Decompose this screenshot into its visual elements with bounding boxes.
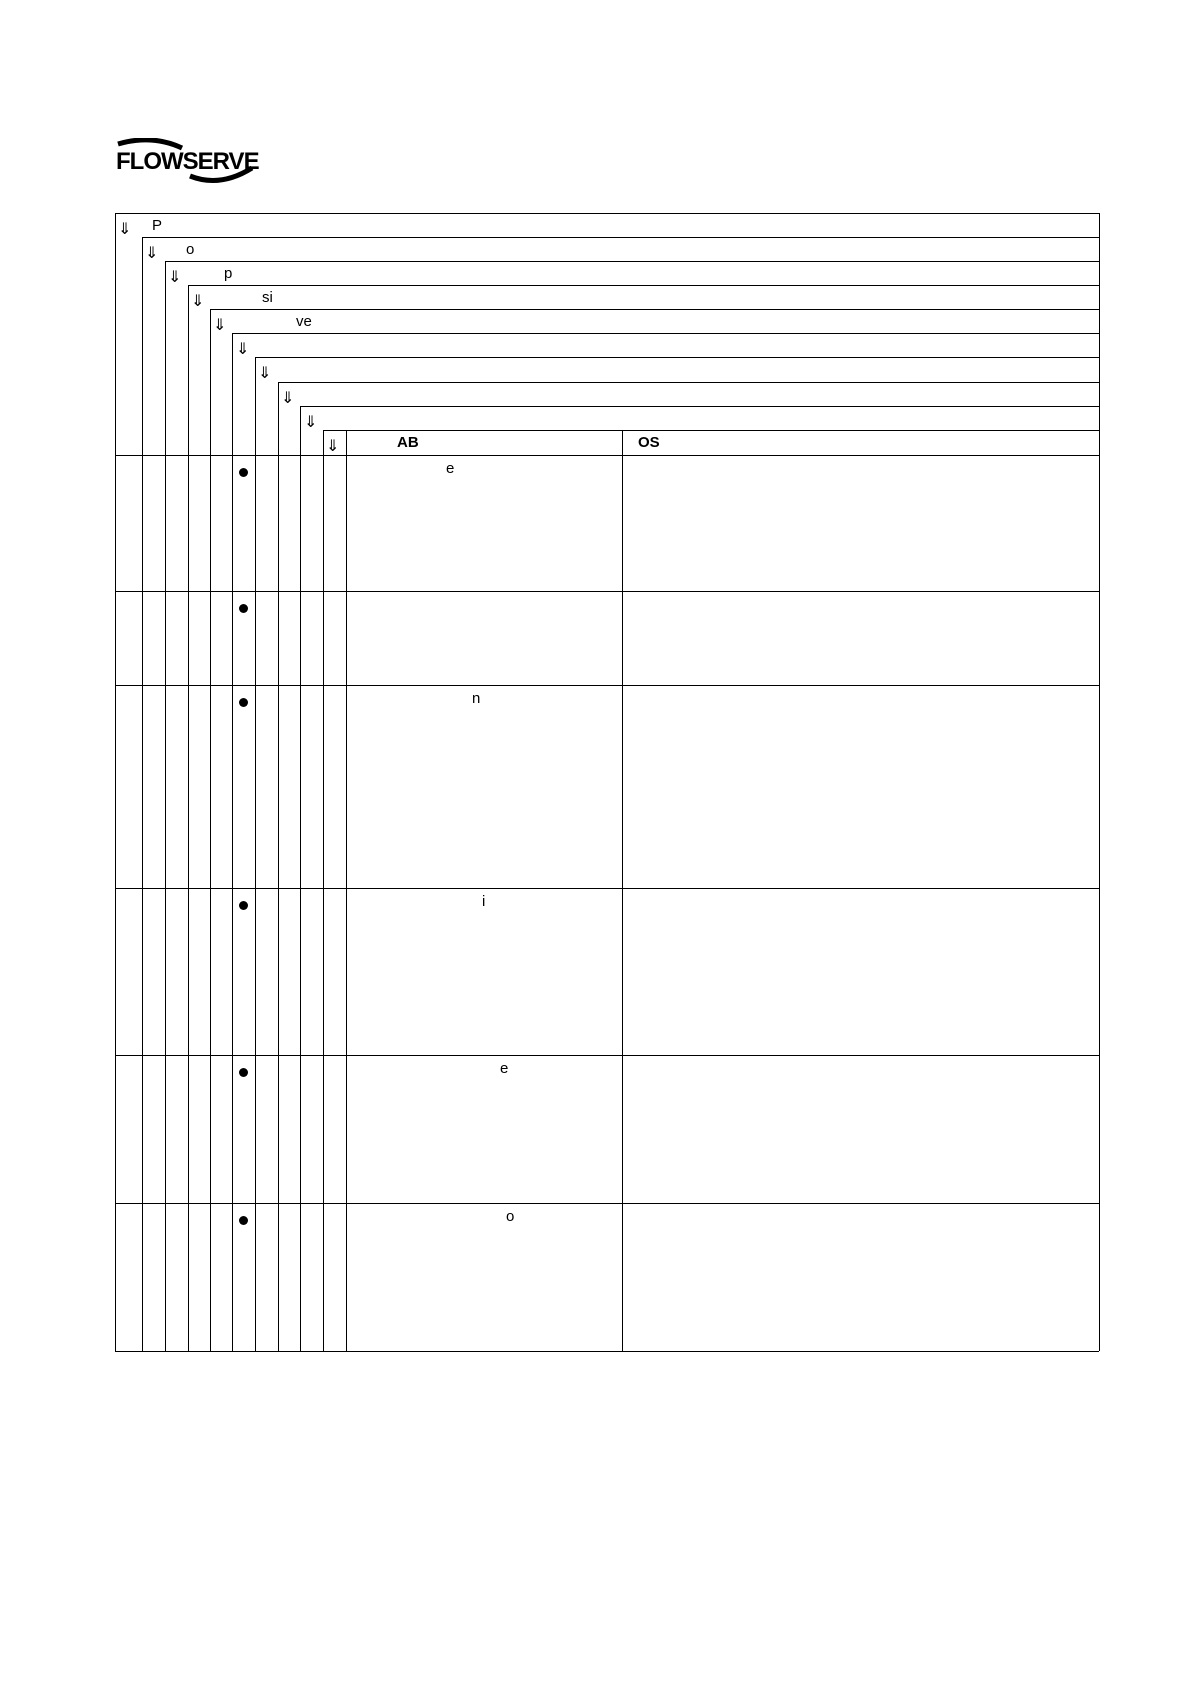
table-row-divider xyxy=(115,1055,1099,1056)
down-arrow-icon: ⇓ xyxy=(213,315,227,334)
header-level-line xyxy=(165,261,1099,262)
down-arrow-icon: ⇓ xyxy=(236,339,250,358)
header-column-line xyxy=(323,430,324,1351)
down-arrow-icon: ⇓ xyxy=(258,363,272,382)
header-level-line xyxy=(142,237,1099,238)
problem-text: o xyxy=(506,1208,515,1225)
down-arrow-icon: ⇓ xyxy=(304,412,318,431)
bullet-icon xyxy=(239,468,248,477)
table-left-border xyxy=(115,213,116,1351)
header-level-line xyxy=(323,430,1099,431)
header-level-line xyxy=(255,357,1099,358)
header-column-line xyxy=(188,285,189,1351)
header-level-line xyxy=(278,382,1099,383)
header-column-line xyxy=(232,333,233,1351)
table-row-divider xyxy=(115,685,1099,686)
table-bottom-border xyxy=(115,1351,1099,1352)
header-level-line xyxy=(210,309,1099,310)
cause-column-header: OS xyxy=(638,434,660,451)
down-arrow-icon: ⇓ xyxy=(168,267,182,286)
header-level-label: P xyxy=(152,217,163,234)
table-row-divider xyxy=(115,888,1099,889)
problem-text: i xyxy=(482,893,486,910)
header-level-line xyxy=(300,406,1099,407)
table-top-border xyxy=(115,213,1099,214)
problem-text: e xyxy=(500,1060,509,1077)
down-arrow-icon: ⇓ xyxy=(145,243,159,262)
problem-text: n xyxy=(472,690,481,707)
header-column-line xyxy=(142,237,143,1351)
table-row-divider xyxy=(115,1203,1099,1204)
table-row-divider xyxy=(115,591,1099,592)
problem-column-left xyxy=(346,430,347,1351)
logo-wordmark: FLOWSERVE xyxy=(116,148,259,175)
bullet-icon xyxy=(239,1216,248,1225)
header-level-line xyxy=(188,285,1099,286)
flowserve-logo-graphic xyxy=(112,138,262,188)
header-level-label: p xyxy=(224,265,233,282)
down-arrow-icon: ⇓ xyxy=(326,436,340,455)
header-column-line xyxy=(300,406,301,1351)
problem-text: e xyxy=(446,460,455,477)
header-level-label: o xyxy=(186,241,195,258)
bullet-icon xyxy=(239,1068,248,1077)
header-bottom-line xyxy=(115,455,1099,456)
header-column-line xyxy=(165,261,166,1351)
header-column-line xyxy=(210,309,211,1351)
header-level-label: ve xyxy=(296,313,312,330)
header-level-line xyxy=(232,333,1099,334)
bullet-icon xyxy=(239,901,248,910)
header-column-line xyxy=(278,382,279,1351)
bullet-icon xyxy=(239,604,248,613)
bullet-icon xyxy=(239,698,248,707)
problem-column-header: AB xyxy=(397,434,419,451)
down-arrow-icon: ⇓ xyxy=(281,388,295,407)
header-column-line xyxy=(255,357,256,1351)
down-arrow-icon: ⇓ xyxy=(118,219,132,238)
flowserve-logo xyxy=(112,138,262,188)
down-arrow-icon: ⇓ xyxy=(191,291,205,310)
problem-cause-divider xyxy=(622,430,623,1351)
header-level-label: si xyxy=(262,289,273,306)
table-right-border xyxy=(1099,213,1100,1351)
